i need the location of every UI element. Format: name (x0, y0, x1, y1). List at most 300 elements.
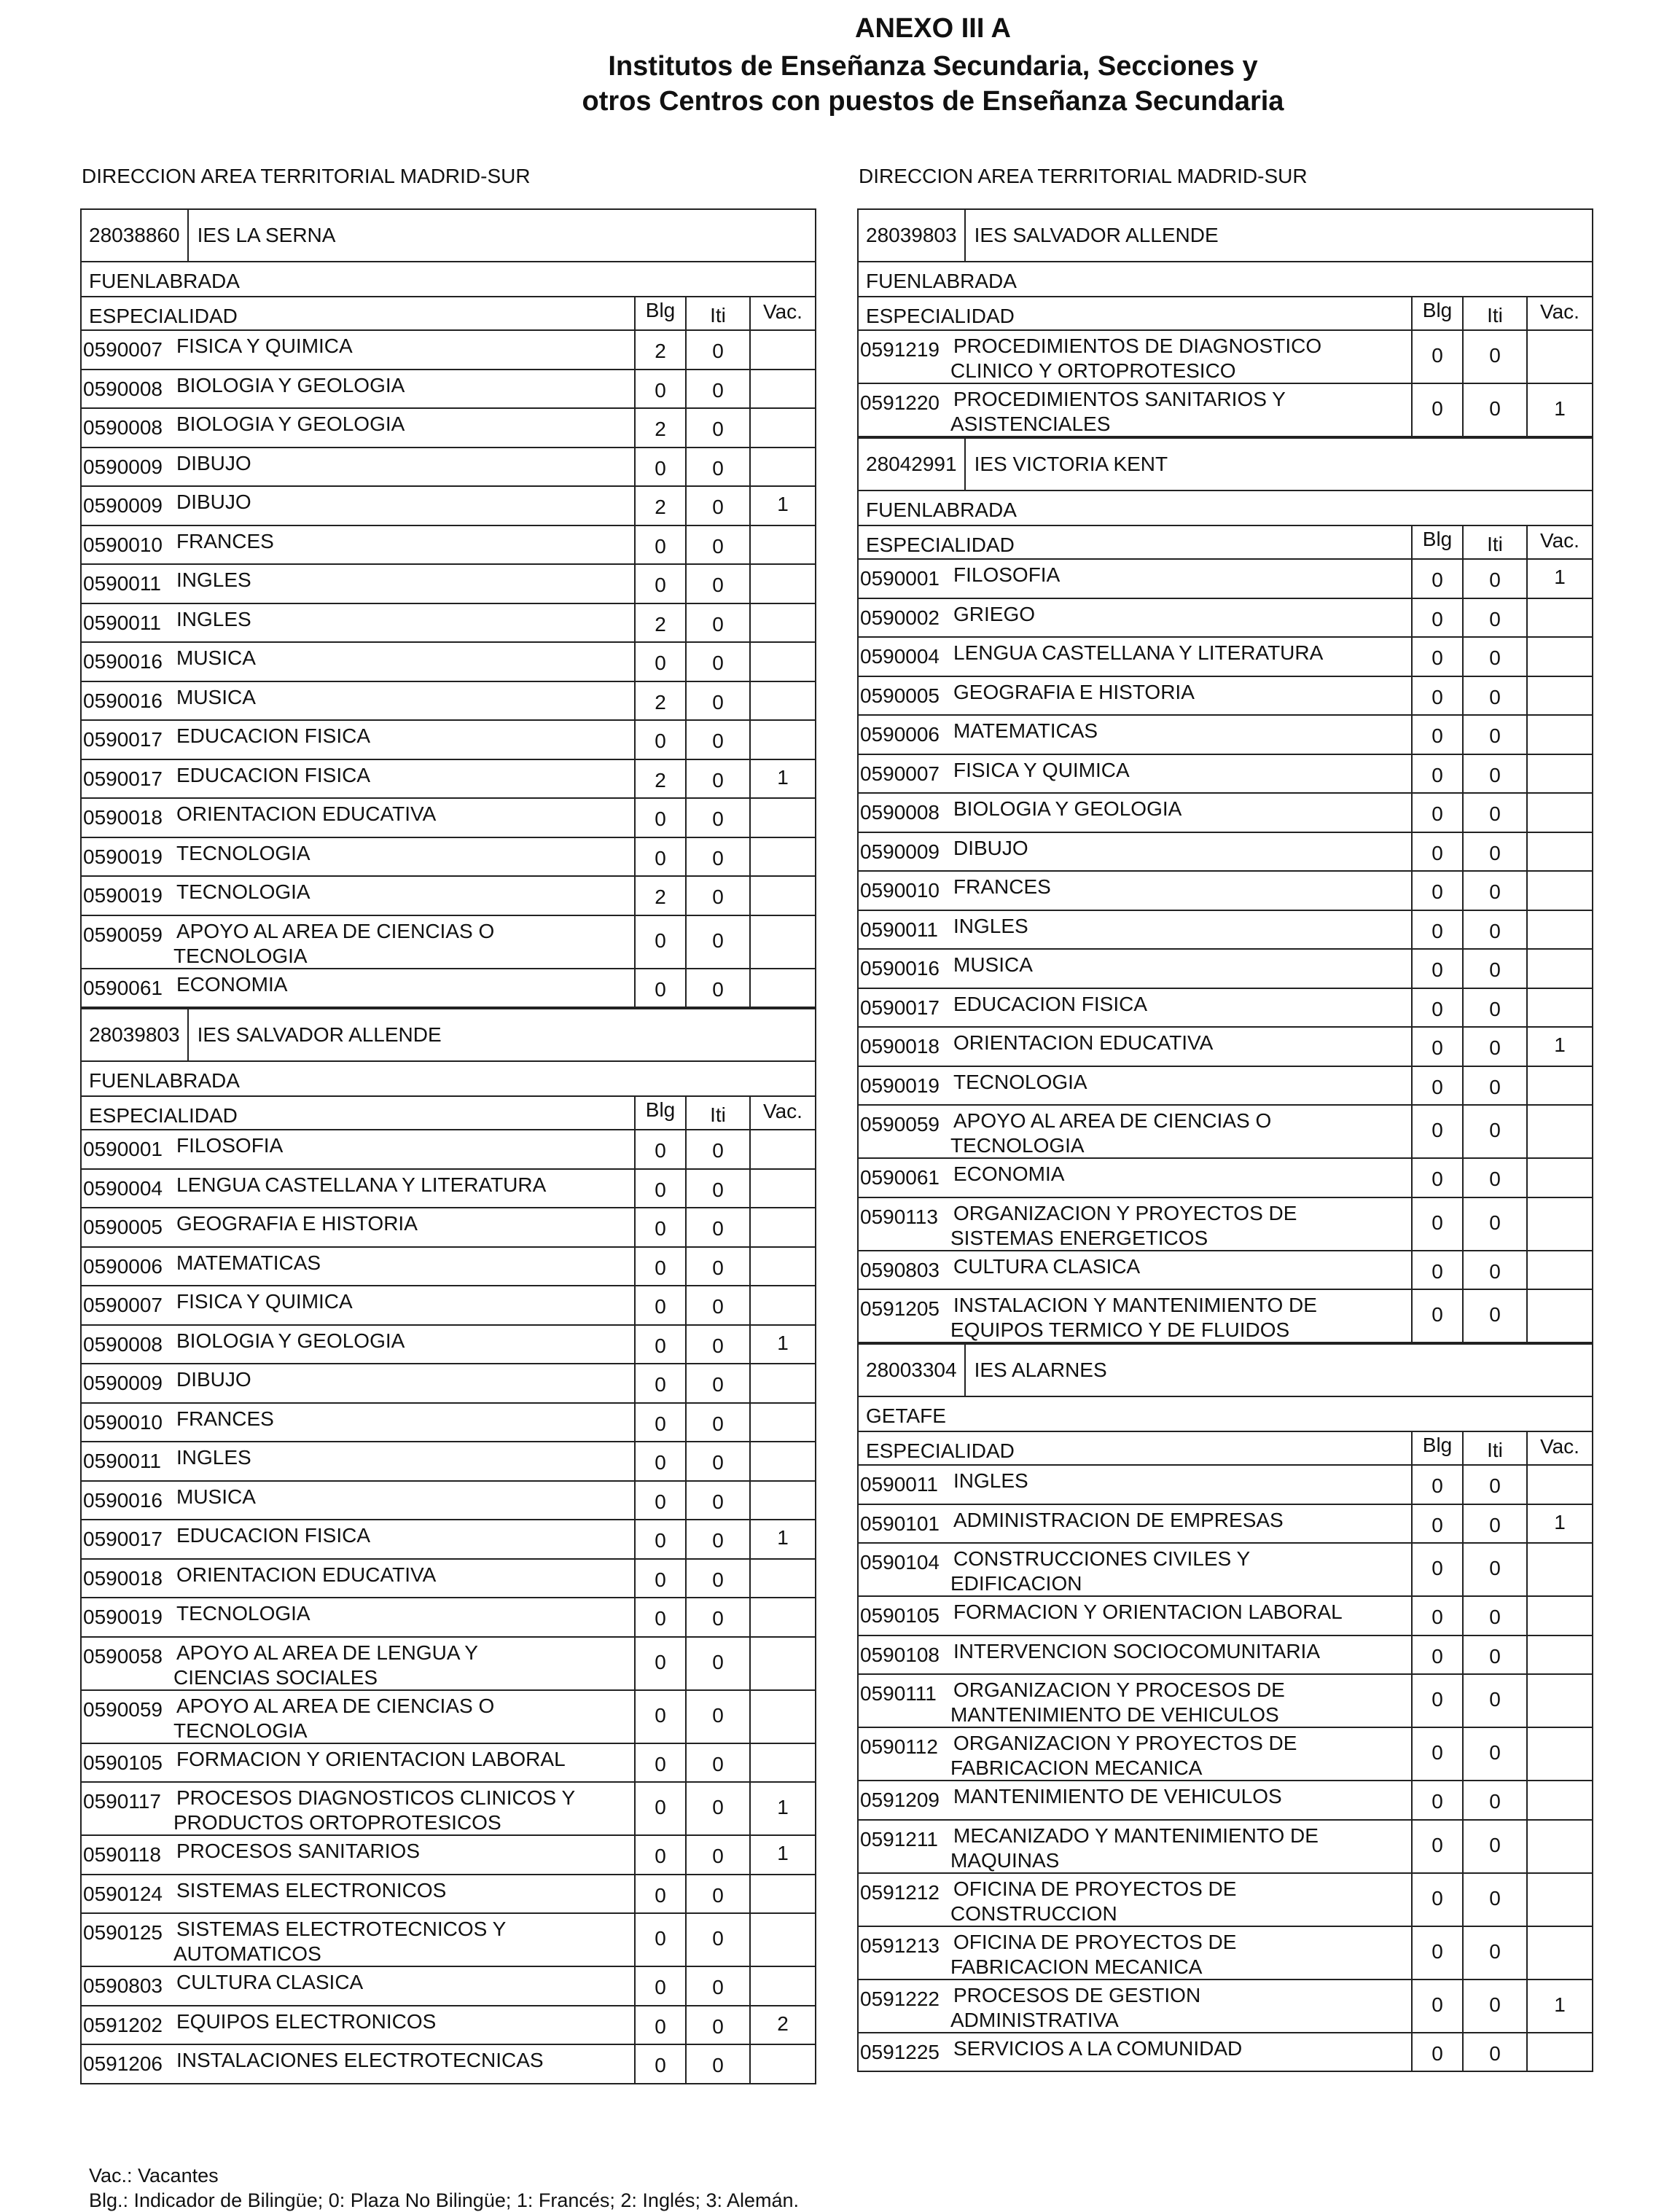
blg-value: 0 (634, 1520, 685, 1558)
especialidad-code: 0590011 (83, 611, 161, 634)
iti-value: 0 (1462, 1028, 1526, 1066)
header-iti: Iti (1462, 526, 1526, 558)
center-name: IES LA SERNA (197, 224, 336, 246)
especialidad-code: 0590006 (860, 723, 940, 746)
blg-value: 0 (634, 1967, 685, 2005)
vac-value (1526, 1198, 1592, 1250)
vac-value (749, 604, 815, 642)
vac-value (1526, 1636, 1592, 1674)
especialidad-name (950, 1290, 1411, 1342)
table-row (857, 1980, 1593, 2033)
especialidad-name (176, 1208, 634, 1246)
header-blg: Blg (634, 297, 685, 329)
table-header (80, 296, 816, 331)
especialidad-code: 0590019 (83, 884, 163, 907)
table-row (857, 1675, 1593, 1728)
especialidad-name-line1: MUSICA (953, 953, 1033, 976)
table-row (857, 716, 1593, 755)
blg-value: 0 (1411, 755, 1462, 793)
blg-value: 0 (634, 565, 685, 603)
especialidad-name (953, 911, 1411, 949)
especialidad-code: 0590104 (860, 1551, 940, 1574)
especialidad-code: 0590008 (83, 377, 163, 400)
especialidad-name-line1: ECONOMIA (176, 972, 288, 996)
blg-value: 0 (1411, 2033, 1462, 2071)
iti-value: 0 (1462, 599, 1526, 637)
vac-value (1526, 950, 1592, 988)
especialidad-name (176, 799, 634, 837)
especialidad-code: 0591205 (860, 1297, 940, 1320)
especialidad-name-line2: SISTEMAS ENERGETICOS (950, 1226, 1208, 1249)
especialidad-name (176, 1520, 634, 1558)
especialidad-code: 0590105 (860, 1604, 940, 1627)
blg-value: 0 (1411, 1636, 1462, 1674)
vac-value (749, 1364, 815, 1402)
blg-value: 0 (1411, 1781, 1462, 1819)
table-header (857, 296, 1593, 331)
blg-value: 0 (634, 1875, 685, 1913)
iti-value: 0 (1462, 1505, 1526, 1543)
vac-value: 1 (749, 1836, 815, 1874)
blg-value: 0 (634, 1130, 685, 1168)
table-row (80, 604, 816, 644)
especialidad-name (173, 1691, 634, 1743)
blg-value: 0 (1411, 560, 1462, 598)
center-name: IES ALARNES (974, 1359, 1107, 1381)
center-city: FUENLABRADA (80, 261, 816, 296)
table-row (80, 331, 816, 370)
especialidad-name-line1: PROCESOS DE GESTION (953, 1983, 1201, 2006)
especialidad-name (950, 1821, 1411, 1872)
especialidad-name-line2: TECNOLOGIA (173, 944, 308, 967)
vac-value (1526, 989, 1592, 1027)
vac-value (749, 331, 815, 369)
header-blg: Blg (1411, 297, 1462, 329)
vac-value (1526, 872, 1592, 910)
blg-value: 0 (634, 643, 685, 681)
especialidad-code: 0591206 (83, 2052, 163, 2075)
center-city: FUENLABRADA (80, 1060, 816, 1095)
especialidad-code: 0590004 (83, 1176, 163, 1200)
iti-value: 0 (1462, 638, 1526, 676)
blg-value: 0 (1411, 1675, 1462, 1727)
especialidad-name-line1: APOYO AL AREA DE CIENCIAS O (176, 919, 495, 942)
table-row (857, 911, 1593, 950)
especialidad-name-line1: FILOSOFIA (176, 1134, 284, 1157)
especialidad-name (176, 1326, 634, 1364)
blg-value: 0 (634, 1364, 685, 1402)
iti-value: 0 (685, 1208, 749, 1246)
header-vac: Vac. (749, 297, 815, 329)
column-right (857, 162, 1593, 2072)
especialidad-name-line1: SISTEMAS ELECTRONICOS (176, 1878, 447, 1902)
table-row (857, 1927, 1593, 1980)
especialidad-name (953, 1597, 1411, 1635)
blg-value: 0 (634, 1482, 685, 1520)
vac-value (1526, 755, 1592, 793)
blg-value: 0 (1411, 1544, 1462, 1595)
iti-value: 0 (1462, 1874, 1526, 1926)
especialidad-name (176, 1442, 634, 1480)
vac-value (749, 1914, 815, 1966)
blg-value: 0 (1411, 1466, 1462, 1504)
especialidad-name-line1: GEOGRAFIA E HISTORIA (953, 680, 1195, 703)
table-row (80, 1130, 816, 1170)
iti-value: 0 (685, 1326, 749, 1364)
table-row (80, 799, 816, 838)
iti-value: 0 (685, 682, 749, 720)
especialidad-name-line1: ORIENTACION EDUCATIVA (176, 802, 437, 825)
especialidad-name-line1: OFICINA DE PROYECTOS DE (953, 1877, 1237, 1900)
table-row (857, 1466, 1593, 1505)
especialidad-code: 0591209 (860, 1789, 940, 1811)
especialidad-code: 0591219 (860, 338, 940, 361)
especialidad-name-line1: BIOLOGIA Y GEOLOGIA (176, 373, 405, 396)
iti-value: 0 (685, 448, 749, 486)
especialidad-name (953, 989, 1411, 1027)
especialidad-name-line1: APOYO AL AREA DE CIENCIAS O (953, 1109, 1272, 1132)
center-name: IES SALVADOR ALLENDE (197, 1023, 442, 1046)
blg-value: 0 (634, 799, 685, 837)
table-row (857, 833, 1593, 872)
especialidad-name-line1: ORGANIZACION Y PROYECTOS DE (953, 1732, 1297, 1754)
vac-value (1526, 1106, 1592, 1157)
legend-vacantes: Vac.: Vacantes (89, 2165, 219, 2186)
table-row (80, 448, 816, 488)
header-vac: Vac. (1526, 526, 1592, 558)
header-blg: Blg (634, 1097, 685, 1129)
direccion-territorial: DIRECCION AREA TERRITORIAL MADRID-SUR (82, 165, 531, 187)
especialidad-code: 0590011 (83, 1450, 161, 1472)
vac-value (749, 1598, 815, 1636)
table-row (80, 1482, 816, 1521)
especialidad-name-line1: FORMACION Y ORIENTACION LABORAL (953, 1601, 1343, 1623)
especialidad-name (173, 916, 634, 968)
iti-value: 0 (1462, 384, 1526, 436)
blg-value: 2 (634, 331, 685, 369)
iti-value: 0 (685, 1286, 749, 1324)
especialidad-name (176, 331, 634, 369)
blg-value: 2 (634, 760, 685, 798)
vac-value (1526, 1675, 1592, 1727)
center-header (857, 437, 1593, 490)
especialidad-name (953, 1067, 1411, 1105)
especialidad-name-line1: EQUIPOS ELECTRONICOS (176, 2009, 437, 2033)
iti-value: 0 (1462, 1636, 1526, 1674)
table-row (80, 1442, 816, 1482)
especialidad-name (176, 1967, 634, 2005)
iti-value: 0 (1462, 872, 1526, 910)
blg-value: 0 (634, 1286, 685, 1324)
vac-value (749, 1482, 815, 1520)
especialidad-name (953, 872, 1411, 910)
especialidad-code: 0590011 (860, 1473, 938, 1496)
center-code: 28039803 (859, 210, 966, 261)
center-city: FUENLABRADA (857, 490, 1593, 525)
header-blg: Blg (1411, 1432, 1462, 1464)
table-row (80, 1208, 816, 1248)
especialidad-name (176, 1560, 634, 1598)
blg-value: 0 (634, 526, 685, 564)
iti-value: 0 (685, 1691, 749, 1743)
table-row (857, 950, 1593, 989)
especialidad-name-line1: MATEMATICAS (176, 1251, 321, 1274)
table-row (857, 560, 1593, 599)
vac-value (749, 721, 815, 759)
table-row (80, 1744, 816, 1783)
especialidad-code: 0591212 (860, 1880, 940, 1904)
iti-value: 0 (685, 877, 749, 915)
especialidad-name (176, 2006, 634, 2044)
blg-value: 0 (634, 1404, 685, 1442)
table-row (80, 1286, 816, 1326)
especialidad-name-line2: MANTENIMIENTO DE VEHICULOS (950, 1703, 1279, 1726)
especialidad-name-line1: GEOGRAFIA E HISTORIA (176, 1212, 418, 1235)
especialidad-name (176, 409, 634, 447)
iti-value: 0 (685, 916, 749, 968)
especialidad-name-line1: CONSTRUCCIONES CIVILES Y (953, 1547, 1251, 1570)
blg-value: 0 (1411, 911, 1462, 949)
center-name: IES VICTORIA KENT (974, 453, 1168, 475)
iti-value: 0 (685, 1875, 749, 1913)
especialidad-code: 0590006 (83, 1254, 163, 1278)
iti-value: 0 (1462, 331, 1526, 383)
iti-value: 0 (1462, 1728, 1526, 1780)
iti-value: 0 (685, 1442, 749, 1480)
iti-value: 0 (1462, 560, 1526, 598)
center-header (857, 1343, 1593, 1396)
especialidad-name-line1: INSTALACIONES ELECTROTECNICAS (176, 2049, 544, 2071)
especialidad-name-line1: MECANIZADO Y MANTENIMIENTO DE (953, 1824, 1319, 1847)
especialidad-code: 0590008 (83, 416, 163, 439)
especialidad-name-line2: TECNOLOGIA (950, 1134, 1085, 1157)
vac-value (1526, 331, 1592, 383)
table-row (857, 1159, 1593, 1198)
especialidad-code: 0591213 (860, 1934, 940, 1957)
especialidad-code: 0590001 (83, 1138, 163, 1160)
especialidad-name (176, 1875, 634, 1913)
blg-value: 0 (1411, 1198, 1462, 1250)
iti-value: 0 (685, 1560, 749, 1598)
table-row (857, 1290, 1593, 1343)
blg-value: 2 (634, 877, 685, 915)
especialidad-name-line1: APOYO AL AREA DE LENGUA Y (176, 1641, 478, 1664)
vac-value (749, 799, 815, 837)
especialidad-code: 0590016 (860, 957, 940, 980)
vac-value (749, 1442, 815, 1480)
table-row (80, 1326, 816, 1365)
table-row (80, 1560, 816, 1599)
header-iti: Iti (685, 297, 749, 329)
vac-value (1526, 1067, 1592, 1105)
header-especialidad: ESPECIALIDAD (89, 1104, 238, 1127)
center-header (857, 208, 1593, 261)
especialidad-name (953, 1636, 1411, 1674)
especialidad-code: 0590019 (83, 1606, 163, 1628)
blg-value: 0 (634, 1691, 685, 1743)
vac-value (749, 370, 815, 408)
annex-title: ANEXO III A (855, 13, 1011, 44)
especialidad-name-line1: EDUCACION FISICA (176, 724, 371, 747)
iti-value: 0 (685, 2045, 749, 2083)
especialidad-name-line1: ORGANIZACION Y PROYECTOS DE (953, 1201, 1297, 1224)
table-row (80, 1520, 816, 1560)
header-blg: Blg (1411, 526, 1462, 558)
iti-value: 0 (1462, 1198, 1526, 1250)
table-row (80, 1783, 816, 1836)
vac-value (1526, 794, 1592, 832)
vac-value (749, 969, 815, 1007)
especialidad-name-line2: AUTOMATICOS (173, 1942, 321, 1965)
especialidad-code: 0590008 (83, 1332, 163, 1356)
vac-value (1526, 1874, 1592, 1926)
vac-value: 1 (749, 1326, 815, 1364)
especialidad-name (176, 1404, 634, 1442)
table-row (80, 760, 816, 800)
iti-value: 0 (685, 799, 749, 837)
especialidad-name (176, 760, 634, 798)
vac-value (749, 1875, 815, 1913)
especialidad-code: 0590017 (860, 996, 940, 1019)
header-iti: Iti (1462, 1432, 1526, 1464)
table-row (80, 1967, 816, 2006)
especialidad-code: 0590009 (860, 840, 940, 863)
especialidad-name (950, 1544, 1411, 1595)
vac-value: 1 (749, 760, 815, 798)
table-row (80, 1691, 816, 1744)
especialidad-name (953, 638, 1411, 676)
table-row (80, 682, 816, 722)
especialidad-name-line2: FABRICACION MECANICA (950, 1756, 1203, 1779)
header-iti: Iti (685, 1097, 749, 1129)
blg-value: 0 (634, 1914, 685, 1966)
vac-value (749, 1170, 815, 1208)
iti-value: 0 (1462, 1781, 1526, 1819)
especialidad-name (176, 721, 634, 759)
vac-value (1526, 1597, 1592, 1635)
table-row (80, 1875, 816, 1915)
especialidad-code: 0590101 (860, 1512, 940, 1535)
blg-value: 0 (634, 838, 685, 876)
especialidad-name (953, 2033, 1411, 2071)
especialidad-code: 0590061 (83, 976, 163, 999)
vac-value (749, 1286, 815, 1324)
especialidad-name-line1: FISICA Y QUIMICA (176, 335, 353, 357)
iti-value: 0 (1462, 1106, 1526, 1157)
especialidad-name-line1: DIBUJO (176, 451, 251, 474)
especialidad-name (176, 1286, 634, 1324)
especialidad-name-line1: INGLES (953, 1469, 1028, 1492)
especialidad-code: 0590059 (83, 1697, 163, 1721)
especialidad-name (176, 2045, 634, 2083)
iti-value: 0 (685, 1248, 749, 1286)
header-especialidad: ESPECIALIDAD (89, 305, 238, 327)
blg-value: 0 (1411, 716, 1462, 754)
iti-value: 0 (1462, 911, 1526, 949)
table-row (857, 1597, 1593, 1636)
table-row (80, 1638, 816, 1691)
table-row (80, 565, 816, 604)
especialidad-name-line1: FRANCES (176, 1407, 274, 1430)
especialidad-name (176, 487, 634, 525)
blg-value: 2 (634, 487, 685, 525)
table-header (80, 1095, 816, 1130)
table-row (80, 2045, 816, 2084)
especialidad-code: 0590018 (83, 1566, 163, 1590)
especialidad-name-line1: FILOSOFIA (953, 563, 1061, 586)
iti-value: 0 (685, 838, 749, 876)
especialidad-name-line1: MANTENIMIENTO DE VEHICULOS (953, 1785, 1282, 1807)
especialidad-code: 0590008 (860, 801, 940, 824)
iti-value: 0 (1462, 950, 1526, 988)
especialidad-name (173, 1638, 634, 1689)
especialidad-code: 0590010 (83, 533, 163, 556)
especialidad-name (950, 1198, 1411, 1250)
iti-value: 0 (685, 1130, 749, 1168)
vac-value (749, 1130, 815, 1168)
especialidad-name-line1: EDUCACION FISICA (176, 1524, 371, 1547)
especialidad-name (176, 969, 634, 1007)
table-row (80, 409, 816, 448)
iti-value: 0 (1462, 1466, 1526, 1504)
especialidad-name (176, 370, 634, 408)
especialidad-name (950, 1675, 1411, 1727)
header-especialidad: ESPECIALIDAD (866, 534, 1015, 556)
especialidad-name (953, 560, 1411, 598)
especialidad-name-line1: CULTURA CLASICA (953, 1254, 1141, 1278)
blg-value: 0 (634, 1208, 685, 1246)
blg-value: 0 (1411, 1728, 1462, 1780)
vac-value (749, 2045, 815, 2083)
especialidad-name-line1: TECNOLOGIA (953, 1070, 1087, 1093)
especialidad-code: 0590017 (83, 767, 163, 790)
especialidad-name (950, 1874, 1411, 1926)
especialidad-code: 0590124 (83, 1882, 163, 1905)
table-row (80, 1914, 816, 1967)
vac-value: 1 (1526, 560, 1592, 598)
table-row (80, 969, 816, 1009)
vac-value: 1 (1526, 1028, 1592, 1066)
center-header (80, 208, 816, 261)
especialidad-code: 0590005 (860, 684, 940, 707)
iti-value: 0 (1462, 677, 1526, 715)
vac-value (1526, 1927, 1592, 1979)
especialidad-name-line1: FRANCES (953, 875, 1051, 898)
vac-value (1526, 1781, 1592, 1819)
iti-value: 0 (685, 370, 749, 408)
blg-value: 0 (1411, 638, 1462, 676)
vac-value (749, 838, 815, 876)
vac-value (749, 1404, 815, 1442)
blg-value: 0 (1411, 1927, 1462, 1979)
iti-value: 0 (685, 643, 749, 681)
center-code: 28003304 (859, 1345, 966, 1396)
iti-value: 0 (1462, 1597, 1526, 1635)
vac-value (749, 1691, 815, 1743)
iti-value: 0 (685, 1482, 749, 1520)
vac-value (749, 682, 815, 720)
iti-value: 0 (685, 1598, 749, 1636)
especialidad-name-line1: PROCEDIMIENTOS SANITARIOS Y (953, 388, 1286, 410)
especialidad-name (173, 1914, 634, 1966)
table-row (857, 872, 1593, 911)
especialidad-code: 0590002 (860, 606, 940, 629)
especialidad-name (953, 1028, 1411, 1066)
blg-value: 0 (634, 1170, 685, 1208)
especialidad-name (176, 1744, 634, 1782)
especialidad-name-line1: DIBUJO (176, 491, 251, 513)
center-name: IES SALVADOR ALLENDE (974, 224, 1219, 246)
